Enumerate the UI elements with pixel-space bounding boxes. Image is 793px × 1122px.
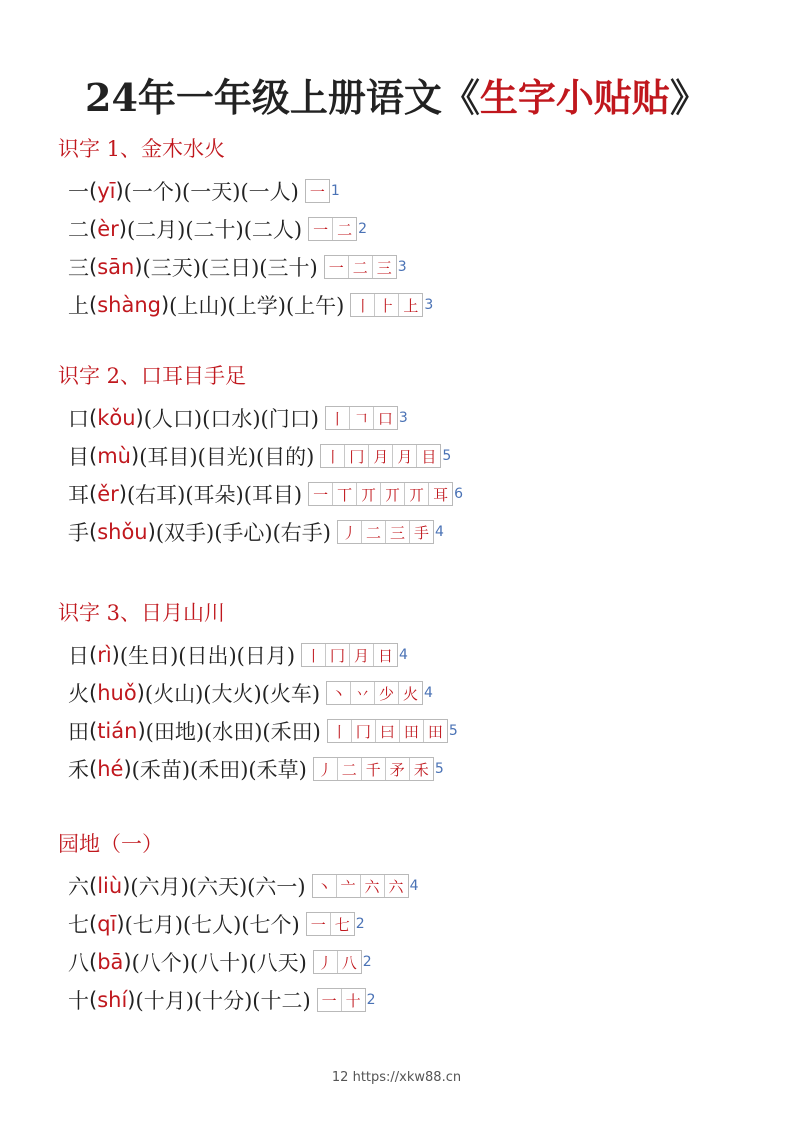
entry-words: (禾苗)(禾田)(禾草) <box>131 758 307 782</box>
entry-pinyin: rì <box>97 643 112 667</box>
entry-pinyin: bā <box>97 950 124 974</box>
stroke-box: 六 <box>361 875 385 897</box>
entry-words: (二月)(二十)(二人) <box>126 218 303 242</box>
pinyin-close-paren: ) <box>147 520 156 544</box>
pinyin-close-paren: ) <box>134 255 143 279</box>
character-entry <box>58 172 758 210</box>
entry-character: 田 <box>68 720 89 744</box>
stroke-box: ⺊ <box>375 294 399 316</box>
stroke-order-boxes <box>306 912 355 936</box>
page-title-highlight: 生字小贴贴 <box>479 75 670 121</box>
lesson-section <box>58 829 758 1019</box>
section-heading: 识字 3、日月山川 <box>58 601 226 625</box>
character-entry <box>58 248 758 286</box>
section-heading: 识字 1、金木水火 <box>58 137 226 161</box>
stroke-count: 2 <box>355 916 365 932</box>
stroke-order-boxes <box>350 293 423 317</box>
pinyin-open-paren: ( <box>89 482 98 506</box>
stroke-count: 4 <box>409 878 419 894</box>
page-title-prefix: 24年一年级上册语文《 <box>85 75 480 121</box>
stroke-box: 曰 <box>376 720 400 742</box>
stroke-order-boxes <box>326 681 423 705</box>
stroke-box: 田 <box>400 720 424 742</box>
stroke-box: 六 <box>388 877 404 896</box>
character-entry <box>58 943 758 981</box>
section-heading: 园地（一） <box>58 832 163 856</box>
stroke-box: 冂 <box>345 445 369 467</box>
entry-character: 目 <box>68 445 89 469</box>
stroke-box: 丶 <box>327 682 351 704</box>
stroke-order-boxes <box>301 643 398 667</box>
entry-character: 耳 <box>68 483 89 507</box>
stroke-box: 𠃍 <box>350 407 374 429</box>
stroke-box: 丿 <box>314 951 338 973</box>
character-entry <box>58 286 758 324</box>
stroke-box: 冂 <box>352 720 376 742</box>
entry-character: 手 <box>68 521 89 545</box>
pinyin-open-paren: ( <box>89 874 98 898</box>
character-entry <box>58 437 758 475</box>
entry-words: (上山)(上学)(上午) <box>169 294 345 318</box>
stroke-count: 2 <box>362 954 372 970</box>
entry-pinyin: mù <box>97 444 131 468</box>
stroke-count: 1 <box>330 183 340 199</box>
entry-pinyin: shàng <box>97 293 161 317</box>
character-entry <box>58 475 758 513</box>
stroke-box: 目 <box>421 447 437 466</box>
stroke-box: 少 <box>375 682 399 704</box>
stroke-box: 一 <box>307 913 331 935</box>
stroke-box: 丌 <box>405 483 429 505</box>
stroke-box: 二 <box>337 220 353 239</box>
character-entry <box>58 712 758 750</box>
stroke-box: 丨 <box>328 720 352 742</box>
character-entry <box>58 210 758 248</box>
stroke-box: 禾 <box>413 760 429 779</box>
stroke-box: 二 <box>338 758 362 780</box>
stroke-order-boxes <box>308 217 357 241</box>
stroke-box: 田 <box>427 722 443 741</box>
pinyin-open-paren: ( <box>89 950 98 974</box>
stroke-box: 十 <box>345 991 361 1010</box>
stroke-box: 矛 <box>386 758 410 780</box>
entry-words: (火山)(大火)(火车) <box>144 682 321 706</box>
stroke-box: 月 <box>393 445 417 467</box>
entry-character: 二 <box>68 218 89 242</box>
stroke-order-boxes <box>324 255 397 279</box>
entry-pinyin: ěr <box>97 482 119 506</box>
stroke-count: 5 <box>442 448 452 464</box>
pinyin-open-paren: ( <box>89 217 98 241</box>
stroke-order-boxes <box>337 520 434 544</box>
stroke-count: 5 <box>448 723 458 739</box>
stroke-box: 一 <box>309 182 325 201</box>
entry-character: 六 <box>68 875 89 899</box>
pinyin-close-paren: ) <box>111 643 120 667</box>
stroke-order-boxes <box>313 950 362 974</box>
entry-words: (八个)(八十)(八天) <box>131 951 307 975</box>
entry-words: (三天)(三日)(三十) <box>142 256 318 280</box>
stroke-order-boxes <box>327 719 448 743</box>
entry-pinyin: shí <box>97 988 128 1012</box>
stroke-box: 丨 <box>351 294 375 316</box>
stroke-count: 2 <box>366 992 376 1008</box>
stroke-box: 冂 <box>326 644 350 666</box>
pinyin-open-paren: ( <box>89 988 98 1012</box>
entry-pinyin: yī <box>97 179 116 203</box>
character-entry <box>58 905 758 943</box>
stroke-order-boxes <box>308 482 453 506</box>
pinyin-open-paren: ( <box>89 444 98 468</box>
entry-character: 一 <box>68 180 89 204</box>
character-entry <box>58 513 758 551</box>
character-entry <box>58 981 758 1019</box>
pinyin-close-paren: ) <box>127 988 136 1012</box>
page-title <box>0 73 793 123</box>
stroke-box: 口 <box>377 409 393 428</box>
stroke-box: 日 <box>378 646 394 665</box>
stroke-box: 丨 <box>321 445 345 467</box>
lesson-section <box>58 134 758 324</box>
stroke-count: 3 <box>398 410 408 426</box>
entry-character: 火 <box>68 682 89 706</box>
stroke-box: 丿 <box>314 758 338 780</box>
entry-words: (田地)(水田)(禾田) <box>145 720 321 744</box>
stroke-count: 3 <box>397 259 407 275</box>
stroke-box: 月 <box>350 644 374 666</box>
entry-words: (一个)(一天)(一人) <box>123 180 299 204</box>
pinyin-open-paren: ( <box>89 757 98 781</box>
lesson-section <box>58 598 758 788</box>
entry-character: 禾 <box>68 758 89 782</box>
entry-character: 七 <box>68 913 89 937</box>
stroke-order-boxes <box>325 406 398 430</box>
entry-words: (生日)(日出)(日月) <box>119 644 296 668</box>
entry-pinyin: huǒ <box>97 681 137 705</box>
stroke-count: 4 <box>424 685 433 701</box>
stroke-box: 七 <box>334 915 350 934</box>
stroke-box: 一 <box>309 218 333 240</box>
stroke-order-boxes <box>313 757 434 781</box>
pinyin-open-paren: ( <box>89 719 98 743</box>
stroke-box: 三 <box>376 258 392 277</box>
entry-character: 日 <box>68 644 89 668</box>
stroke-box: 丨 <box>326 407 350 429</box>
stroke-order-boxes <box>320 444 441 468</box>
stroke-count: 5 <box>434 761 444 777</box>
stroke-box: 二 <box>362 521 386 543</box>
character-entry <box>58 636 758 674</box>
lesson-section <box>58 361 758 551</box>
stroke-count: 3 <box>424 297 434 313</box>
stroke-count: 2 <box>358 221 368 237</box>
entry-words: (右耳)(耳朵)(耳目) <box>126 483 303 507</box>
entry-words: (六月)(六天)(六一) <box>130 875 306 899</box>
entry-character: 口 <box>68 407 89 431</box>
entry-words: (七月)(七人)(七个) <box>124 913 300 937</box>
entry-words: (双手)(手心)(右手) <box>155 521 331 545</box>
stroke-box: 千 <box>362 758 386 780</box>
character-entry <box>58 750 758 788</box>
stroke-box: 丅 <box>333 483 357 505</box>
stroke-box: 亠 <box>337 875 361 897</box>
pinyin-close-paren: ) <box>123 950 132 974</box>
pinyin-close-paren: ) <box>118 482 127 506</box>
stroke-box: 丌 <box>381 483 405 505</box>
stroke-box: 丶 <box>313 875 337 897</box>
pinyin-close-paren: ) <box>130 444 140 468</box>
stroke-box: 三 <box>386 521 410 543</box>
character-entry <box>58 867 758 905</box>
entry-character: 三 <box>68 256 89 280</box>
pinyin-close-paren: ) <box>116 912 125 936</box>
character-entry <box>58 674 758 712</box>
pinyin-open-paren: ( <box>89 179 98 203</box>
entry-pinyin: shǒu <box>97 520 148 544</box>
page-footer: 12 https://xkw88.cn <box>331 1070 462 1085</box>
pinyin-open-paren: ( <box>89 520 98 544</box>
stroke-count: 4 <box>435 524 444 540</box>
stroke-order-boxes <box>312 874 409 898</box>
pinyin-open-paren: ( <box>89 912 98 936</box>
entry-pinyin: liù <box>97 874 123 898</box>
stroke-count: 4 <box>399 647 408 663</box>
entry-pinyin: kǒu <box>97 406 136 430</box>
stroke-box: 一 <box>325 256 349 278</box>
character-entry <box>58 399 758 437</box>
entry-pinyin: qī <box>97 912 117 936</box>
entry-pinyin: tián <box>97 719 138 743</box>
section-heading: 识字 2、口耳目手足 <box>58 364 247 388</box>
stroke-box: 丷 <box>351 682 375 704</box>
pinyin-close-paren: ) <box>118 217 127 241</box>
stroke-box: 上 <box>403 296 419 315</box>
pinyin-close-paren: ) <box>137 719 146 743</box>
stroke-order-boxes <box>317 988 366 1012</box>
entry-pinyin: èr <box>97 217 119 241</box>
stroke-order-boxes <box>305 179 330 203</box>
pinyin-open-paren: ( <box>89 681 98 705</box>
page-title-suffix: 》 <box>669 75 708 121</box>
entry-character: 上 <box>68 294 89 318</box>
stroke-box: 月 <box>369 445 393 467</box>
pinyin-open-paren: ( <box>89 255 98 279</box>
pinyin-open-paren: ( <box>89 643 98 667</box>
entry-pinyin: hé <box>97 757 124 781</box>
entry-words: (十月)(十分)(十二) <box>135 989 311 1013</box>
pinyin-close-paren: ) <box>115 179 124 203</box>
pinyin-close-paren: ) <box>123 757 132 781</box>
stroke-box: 八 <box>341 953 357 972</box>
pinyin-open-paren: ( <box>89 293 98 317</box>
stroke-box: 一 <box>309 483 333 505</box>
stroke-box: 丿 <box>338 521 362 543</box>
entry-words: (人口)(口水)(门口) <box>143 407 319 431</box>
pinyin-close-paren: ) <box>122 874 131 898</box>
entry-words: (耳目)(目光)(目的) <box>139 445 315 469</box>
stroke-box: 丨 <box>302 644 326 666</box>
stroke-count: 6 <box>454 486 464 502</box>
stroke-box: 二 <box>349 256 373 278</box>
stroke-box: 手 <box>413 523 429 542</box>
entry-character: 八 <box>68 951 89 975</box>
stroke-box: 耳 <box>433 485 449 504</box>
pinyin-close-paren: ) <box>136 681 145 705</box>
stroke-box: 火 <box>403 684 419 703</box>
entry-character: 十 <box>68 989 89 1013</box>
entry-pinyin: sān <box>97 255 135 279</box>
pinyin-open-paren: ( <box>89 406 98 430</box>
stroke-box: 丌 <box>357 483 381 505</box>
pinyin-close-paren: ) <box>135 406 144 430</box>
pinyin-close-paren: ) <box>160 293 170 317</box>
stroke-box: 一 <box>318 989 342 1011</box>
